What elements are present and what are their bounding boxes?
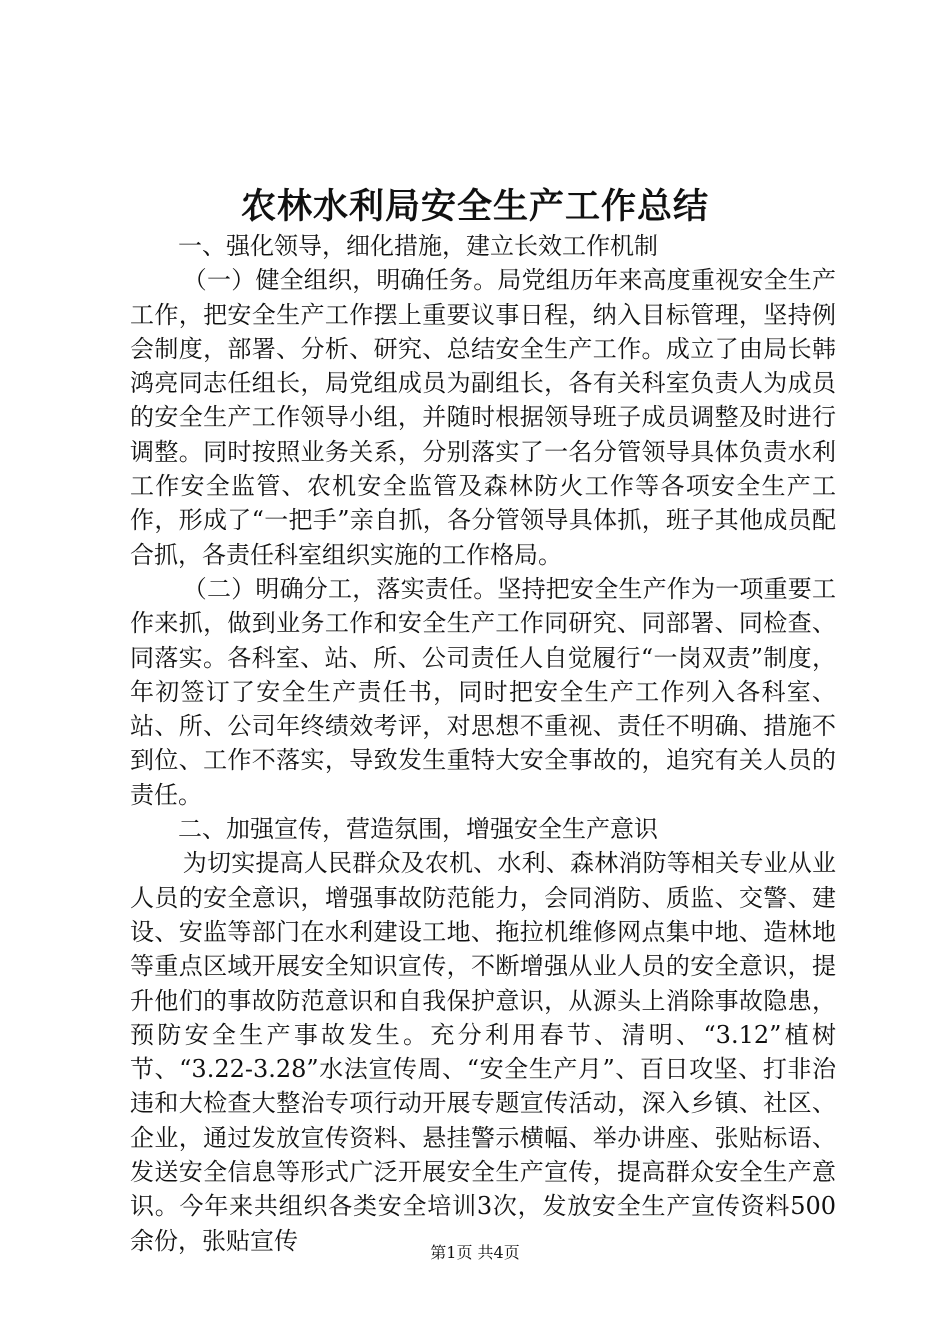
document-body (130, 229, 836, 1258)
section-heading-1: 一、强化领导，细化措施，建立长效工作机制 (178, 232, 658, 260)
document-title: 农林水利局安全生产工作总结 (240, 186, 709, 227)
section-heading-2: 二、加强宣传，营造氛围，增强安全生产意识 (178, 815, 658, 844)
page-footer: 第1页 共4页 (430, 1243, 520, 1262)
paragraph-3: 为切实提高人民群众及农机、水利、森林消防等相关专业从业人员的安全意识，增强事故防范能力，会同消防、质监、交警、建设、安监等部门在水利建设工地、拖拉机维修网点集中地、造林地等重点区域开展安全知识宣传，不断增强从业人员的安全意识，提升他们的事故防范意识和自我保护意识，从源头上消除事故隐患，预防安全生产事故发生。充分利用春节、清明、“3.12”植树节、“3.22-3.28”水法宣传周、“安全生产月”、百日攻坚、打非治违和大检查大整治专项行动开展专题宣传活动，深入乡镇、社区、企业，通过发放宣传资料、悬挂警示横幅、举办讲座、张贴标语、发送安全信息等形式广泛开展安全生产宣传，提高群众安全生产意识。今年来共组织各类安全培训3次，发放安全生产宣传资料500余份，张贴宣传 (130, 849, 836, 1255)
paragraph-2: （二）明确分工，落实责任。坚持把安全生产作为一项重要工作来抓，做到业务工作和安全生产工作同研究、同部署、同检查、同落实。各科室、站、所、公司责任人自觉履行“一岗双责”制度，年初签订了安全生产责任书，同时把安全生产工作列入各科室、站、所、公司年终绩效考评，对思想不重视、责任不明确、措施不到位、工作不落实，导致发生重特大安全事故的，追究有关人员的责任。 (130, 574, 836, 809)
paragraph-1: （一）健全组织，明确任务。局党组历年来高度重视安全生产工作，把安全生产工作摆上重要议事日程，纳入目标管理，坚持例会制度，部署、分析、研究、总结安全生产工作。成立了由局长韩鸿亮同志任组长，局党组成员为副组长，各有关科室负责人为成员的安全生产工作领导小组，并随时根据领导班子成员调整及时进行调整。同时按照业务关系，分别落实了一名分管领导具体负责水利工作安全监管、农机安全监管及森林防火工作等各项安全生产工作，形成了“一把手”亲自抓，各分管领导具体抓，班子其他成员配合抓，各责任科室组织实施的工作格局。 (130, 266, 836, 569)
